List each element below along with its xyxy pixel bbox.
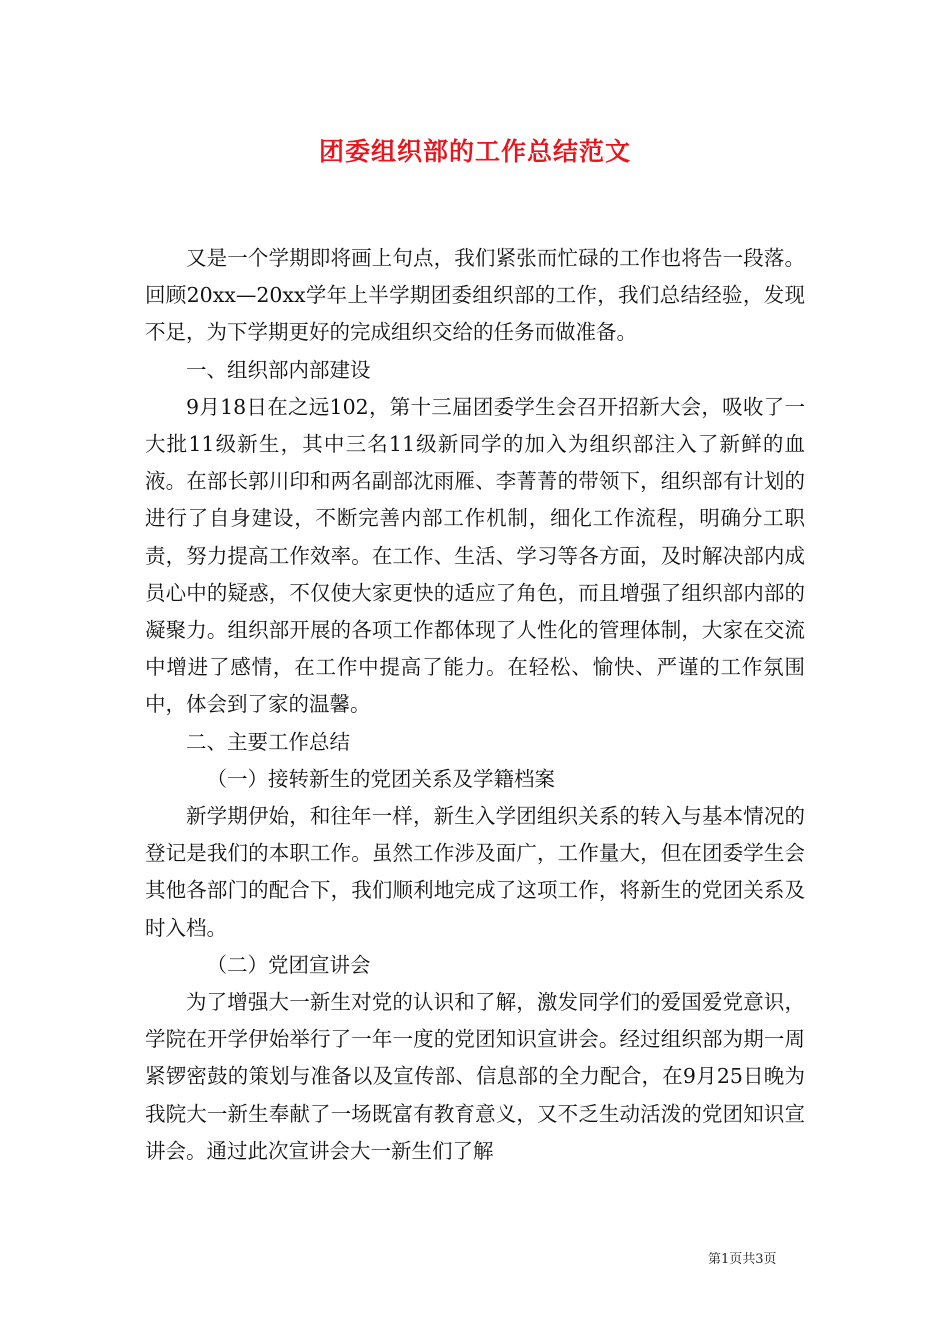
page-title: 团委组织部的工作总结范文 <box>318 137 631 166</box>
page-number: 第1页共3页 <box>708 1252 777 1267</box>
subsection-heading-1: （一）接转新生的党团关系及学籍档案 <box>206 766 555 791</box>
section-heading-2: 二、主要工作总结 <box>186 729 350 754</box>
subsection-heading-2: （二）党团宣讲会 <box>206 952 371 977</box>
paragraph-transfer-records: 新学期伊始，和往年一样，新生入学团组织关系的转入与基本情况的登记是我们的本职工作。虽然工作涉及面广，工作量大，但在团委学生会其他各部门的配合下，我们顺利地完成了这项工作，将新生的党团关系及时入档。 <box>145 804 805 940</box>
paragraph-lecture: 为了增强大一新生对党的认识和了解，激发同学们的爱国爱党意识，学院在开学伊始举行了一年一度的党团知识宣讲会。经过组织部为期一周紧锣密鼓的策划与准备以及宣传部、信息部的全力配合，在9月25日晚为我院大一新生奉献了一场既富有教育意义，又不乏生动活泼的党团知识宣讲会。通过此次宣讲会大一新生们了解 <box>145 990 805 1163</box>
paragraph-internal-building: 9月18日在之远102，第十三届团委学生会召开招新大会，吸收了一大批11级新生，其中三名11级新同学的加入为组织部注入了新鲜的血液。在部长郭川印和两名副部沈雨雁、李菁菁的带领下，组织部有计划的进行了自身建设，不断完善内部工作机制，细化工作流程，明确分工职责，努力提高工作效率。在工作、生活、学习等各方面，及时解决部内成员心中的疑惑，不仅使大家更快的适应了角色，而且增强了组织部内部的凝聚力。组织部开展的各项工作都体现了人性化的管理体制，大家在交流中增进了感情，在工作中提高了能力。在轻松、愉快、严谨的工作氛围中，体会到了家的温馨。 <box>145 394 805 717</box>
paragraph-intro: 又是一个学期即将画上句点，我们紧张而忙碌的工作也将告一段落。回顾20xx—20xx学年上半学期团委组织部的工作，我们总结经验，发现不足，为下学期更好的完成组织交给的任务而做准备。 <box>145 246 805 345</box>
document-body <box>145 240 805 1170</box>
section-heading-1: 一、组织部内部建设 <box>186 357 371 382</box>
